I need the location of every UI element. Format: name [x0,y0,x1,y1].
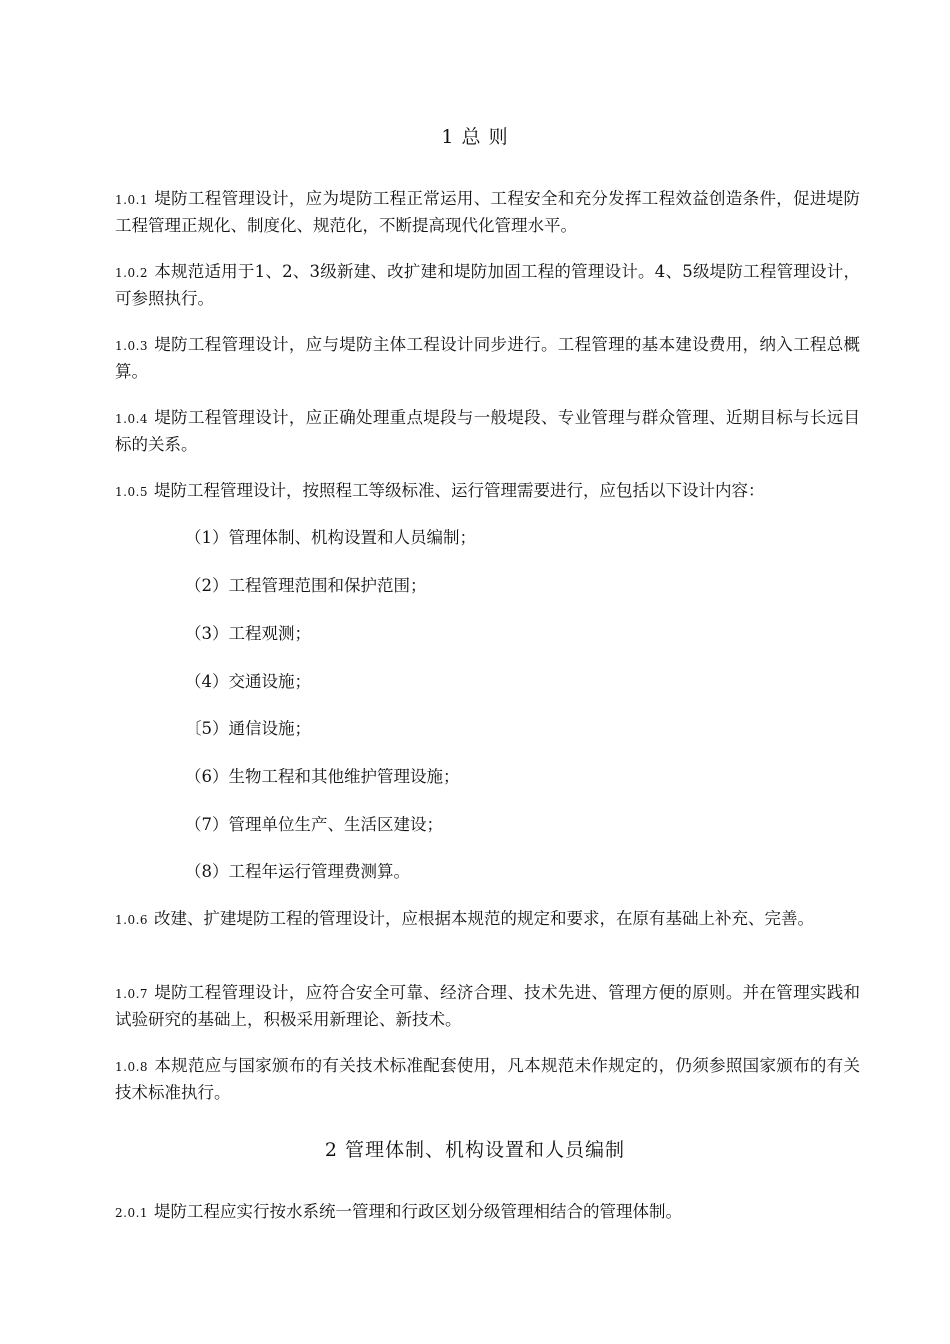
clause-text: 堤防工程应实行按水系统一管理和行政区划分级管理相结合的管理体制。 [154,1202,683,1221]
clause-number: 1.0.6 [115,913,149,927]
section-2-title: 2 管理体制、机构设置和人员编制 [324,1139,626,1161]
clause-text: 本规范适用于1、2、3级新建、改扩建和堤防加固工程的管理设计。4、5级堤防工程管理设计，可参照执行。 [115,262,860,308]
section-1-title: 1 总 则 [441,126,509,148]
list-item: （6）生物工程和其他维护管理设施； [185,767,460,786]
clause-number: 1.0.8 [115,1060,149,1074]
clause-1-0-8 [115,1053,860,1105]
clause-1-0-7 [115,980,860,1032]
clause-1-0-6 [115,906,860,933]
clause-1-0-5 [115,478,860,505]
clause-number: 1.0.5 [115,485,149,499]
clause-text: 堤防工程管理设计，应符合安全可靠、经济合理、技术先进、管理方便的原则。并在管理实践和试验研究的基础上，积极采用新理论、新技术。 [115,983,860,1029]
clause-number: 1.0.7 [115,987,149,1001]
list-item: 〔5）通信设施； [185,719,311,738]
clause-number: 1.0.2 [115,266,149,280]
clause-number: 1.0.1 [115,193,149,207]
clause-text: 本规范应与国家颁布的有关技术标准配套使用，凡本规范未作规定的，仍须参照国家颁布的有关技术标准执行。 [115,1056,860,1102]
clause-1-0-3 [115,332,860,384]
clause-1-0-4 [115,405,860,457]
list-item: （1）管理体制、机构设置和人员编制； [185,528,476,547]
clause-number: 1.0.4 [115,412,149,426]
clause-number: 2.0.1 [115,1206,149,1220]
list-item: （2）工程管理范围和保护范围； [185,576,427,595]
list-item: （8）工程年运行管理费测算。 [185,862,410,881]
clause-number: 1.0.3 [115,339,149,353]
clause-text: 改建、扩建堤防工程的管理设计，应根据本规范的规定和要求，在原有基础上补充、完善。 [154,909,815,928]
clause-text: 堤防工程管理设计，应与堤防主体工程设计同步进行。工程管理的基本建设费用，纳入工程总概算。 [115,335,860,381]
list-item: （4）交通设施； [185,672,311,691]
clause-text: 堤防工程管理设计，应为堤防工程正常运用、工程安全和充分发挥工程效益创造条件，促进堤防工程管理正规化、制度化、规范化，不断提高现代化管理水平。 [115,189,860,235]
clause-1-0-2 [115,259,860,311]
list-item: （3）工程观测； [185,624,311,643]
clause-1-0-1 [115,186,860,238]
list-item: （7）管理单位生产、生活区建设； [185,815,443,834]
clause-text: 堤防工程管理设计，应正确处理重点堤段与一般堤段、专业管理与群众管理、近期目标与长远目标的关系。 [115,408,860,454]
clause-2-0-1 [115,1199,860,1226]
clause-text: 堤防工程管理设计，按照程工等级标准、运行管理需要进行，应包括以下设计内容： [154,481,765,500]
